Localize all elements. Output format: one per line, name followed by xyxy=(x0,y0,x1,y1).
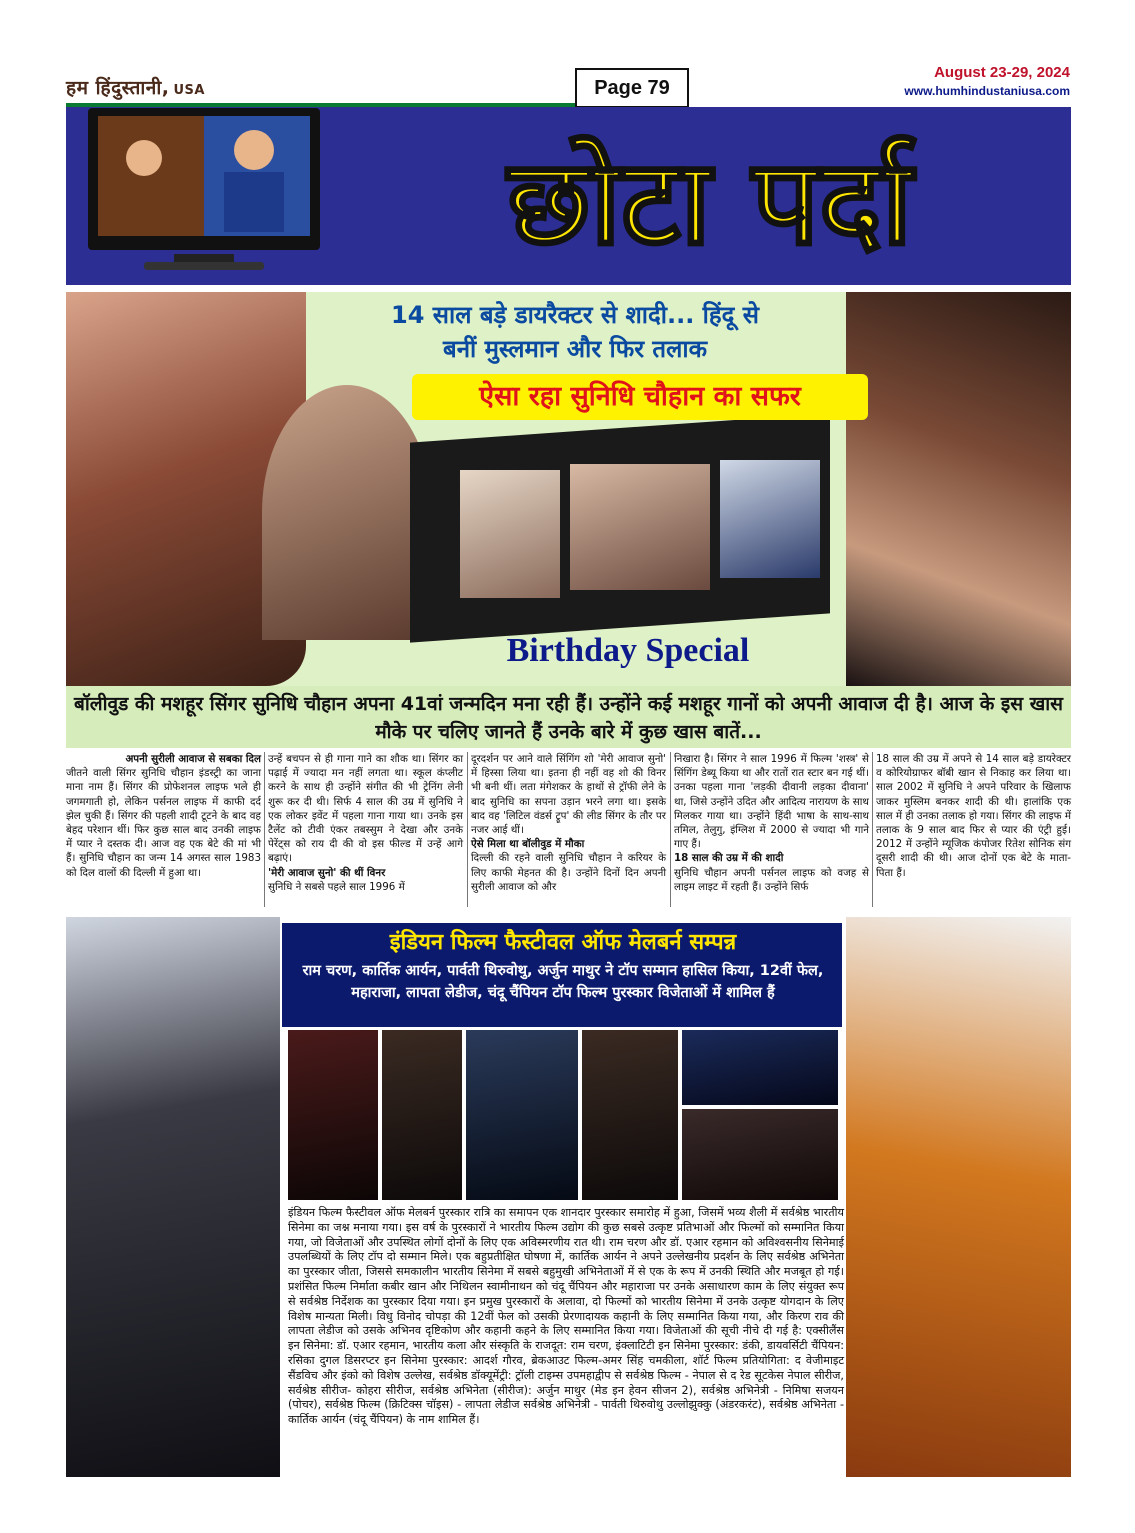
column-divider xyxy=(670,752,671,907)
festival-body: इंडियन फिल्म फैस्टीवल ऑफ मेलबर्न पुरस्कार रात्रि का समापन एक शानदार पुरस्कार समारोह में हुआ, जिसमें भव्य शैली में सर्वश्रेष्ठ भारतीय सिनेमा का जश्न मनाया गया। इस वर्ष के पुरस्कारों ने भारतीय फिल्म उद्योग की कुछ सबसे उत्कृष्ट प्रतिभाओं और फिल्मों को सम्मानित किया गया, जो विजेताओं और उपस्थित लोगों दोनों के लिए एक अविस्मरणीय रात थी। राम चरण और डॉ. एआर रहमान को अविश्वसनीय सिनेमाई उपलब्धियों के लिए टॉप दो सम्मान मिले। एक बहुप्रतीक्षित घोषणा में, कार्तिक आर्यन ने अपने उल्लेखनीय प्रदर्शन के लिए सर्वश्रेष्ठ अभिनेता का पुरस्कार जीता, जिससे समकालीन भारतीय सिनेमा में सबसे बहुमुखी अभिनेताओं में से एक के रूप में उनकी स्थिति और मजबूत हो गई। प्रशंसित फिल्म निर्माता कबीर खान और निथिलन स्वामीनाथन को चंदू चैंपियन और महाराजा पर उनके असाधारण काम के लिए संयुक्त रूप से सर्वश्रेष्ठ निर्देशक का पुरस्कार दिया गया। इन प्रमुख पुरस्कारों के अलावा, दो फिल्मों को भारतीय सिनेमा में उनके उत्कृष्ट योगदान के लिए विशेष मान्यता मिली। विधु विनोद चोपड़ा की 12वीं फेल को उसकी प्रेरणादायक कहानी के लिए सम्मानित किया गया, और किरण राव की लापता लेडीज को उसके अभिनव दृष्टिकोण और कहानी कहने के लिए सम्मानित किया गया। विजेताओं की सूची नीचे दी गई है: एक्सीलैंस इन सिनेमा: डॉ. एआर रहमान, भारतीय कला और संस्कृति के राजदूत: राम चरण, इंक्लाटिटी इन सिनेमा पुरस्कार: डंकी, डायवर्सिटी चैंपियन: रसिका दुगल डिसरप्टर इन सिनेमा पुरस्कार: आदर्श गौरव, ब्रेकआउट फिल्म-अमर सिंह चमकीला, शॉर्ट फिल्म प्रतियोगिता: द वेजीमाइट सैंडविच और इंको को विशेष उल्लेख, सर्वश्रेष्ठ डॉक्यूमेंट्री: ट्रॉली टाइम्स उपमहाद्वीप से सर्वश्रेष्ठ फिल्म - नेपाल से द रेड सूटकेस नेपाल सीरीज, सर्वश्रेष्ठ सीरीज- कोहरा सीरीज, सर्वश्रेष्ठ अभिनेता (सीरीज): अर्जुन माथुर (मेड इन हेवन सीजन 2), सर्वश्रेष्ठ अभिनेत्री - निमिषा सजयन (पोचर), सर्वश्रेष्ठ फिल्म (क्रिटिक्स चॉइस) - लापता लेडीज सर्वश्रेष्ठ अभिनेत्री - पार्वती थिरुवोथु उल्लोझुक्कु (अंडरकरंट), सर्वश्रेष्ठ अभिनेता - कार्तिक आर्यन (चंदू चैंपियन) के नाम शामिल हैं। xyxy=(288,1206,844,1427)
article-column-1: अपनी सुरीली आवाज से सबका दिल जीतने वाली सिंगर सुनिधि चौहान इंडस्ट्री का जाना माना नाम हैं। सिंगर की प्रोफेशनल लाइफ भले ही जगमगाती हो, लेकिन पर्सनल लाइफ में काफी दर्द झेल चुकी हैं। सिंगर की पहली शादी टूटने के बाद वह बेहद परेशान थीं। फिर कुछ साल बाद उनकी लाइफ में प्यार ने दस्तक दी। आज वह एक बेटे की मां भी हैं। सुनिधि चौहान का जन्म 14 अगस्त साल 1983 को दिल वालों की दिल्ली में हुआ था। xyxy=(66,753,261,879)
tv-icon xyxy=(84,106,324,274)
feature-headline: 14 साल बड़े डायरैक्टर से शादी... हिंदू से बनीं मुस्लमान और फिर तलाक xyxy=(391,301,759,363)
column-heading: ऐसे मिला था बॉलीवुड में मौका xyxy=(471,838,585,851)
event-photo xyxy=(288,1030,378,1200)
page-number: Page 79 xyxy=(575,68,689,108)
singer-portrait-right xyxy=(846,292,1071,686)
article-column-2: उन्हें बचपन से ही गाना गाने का शौक था। सिंगर का पढ़ाई में ज्यादा मन नहीं लगता था। स्कूल कंप्लीट करने के साथ ही उन्होंने संगीत की भी ट्रेनिंग लेनी शुरू कर दी थी। सिर्फ 4 साल की उम्र में सुनिधि ने एक लोकर इवेंट में पहला गाना गाया था। उनके इस टैलेंट को टीवी एंकर तबस्सुम ने देखा और उनके पेरेंट्स को राय दी की वो इस फील्ड में उन्हें आगे बढ़ाएं। 'मेरी आवाज सुनो' की थीं विनर सुनिधि ने सबसे पहले साल 1996 में xyxy=(268,753,463,893)
event-photo xyxy=(582,1030,678,1200)
column-heading: अपनी सुरीली आवाज से सबका दिल xyxy=(125,753,261,765)
gallery-photo-1 xyxy=(460,470,560,598)
article-column-5: 18 साल की उम्र में अपने से 14 साल बड़े डायरेक्टर व कोरियोग्राफर बॉबी खान से निकाह कर लिया था। साल 2002 में सुनिधि ने अपने परिवार के खिलाफ जाकर मुस्लिम बनकर शादी की थी। हालांकि एक साल में ही उनका तलाक हो गया। सिंगर की लाइफ में तलाक के 9 साल बाद फिर से प्यार की एंट्री हुई। 2012 में उन्होंने म्यूजिक कंपोजर रितेश सोनिक संग दूसरी शादी की थी। आज दोनों एक बेटे के माता-पिता हैं। xyxy=(876,753,1071,879)
event-photo xyxy=(466,1030,578,1200)
festival-photo-left xyxy=(66,917,280,1477)
feature-lede: बॉलीवुड की मशहूर सिंगर सुनिधि चौहान अपना 41वां जन्मदिन मना रही हैं। उन्होंने कई मशहूर गानों को अपनी आवाज दी है। आज के इस खास मौके पर चलिए जानते हैं उनके बारे में कुछ खास बातें... xyxy=(66,686,1071,748)
column-divider xyxy=(467,752,468,907)
feature-subhead: ऐसा रहा सुनिधि चौहान का सफर xyxy=(412,374,868,420)
festival-subtitle: राम चरण, कार्तिक आर्यन, पार्वती थिरुवोथु, अर्जुन माथुर ने टॉप सम्मान हासिल किया, 12वीं फेल, महाराजा, लापता लेडीज, चंदू चैंपियन टॉप फिल्म पुरस्कार विजेताओं में शामिल हैं xyxy=(302,963,824,1001)
event-photo xyxy=(382,1030,462,1200)
event-photo xyxy=(682,1109,838,1200)
article-column-4: निखारा है। सिंगर ने साल 1996 में फिल्म 'शस्त्र' से सिंगिंग डेब्यू किया था और रातों रात स्टार बन गई थीं। उनका पहला गाना 'लड़की दीवानी लड़का दीवाना' था, जिसे उन्होंने उदित और आदित्य नारायण के साथ मिलकर गाया था। उन्होंने हिंदी भाषा के साथ-साथ तमिल, तेलुगु, इंग्लिश में 2000 से ज्यादा भी गाने गाए हैं। 18 साल की उम्र में की शादी सुनिधि चौहान अपनी पर्सनल लाइफ को वजह से लाइम लाइट में रहती हैं। उन्होंने सिर्फ xyxy=(674,753,869,893)
wedding-photo xyxy=(262,385,432,640)
column-divider xyxy=(872,752,873,907)
publication-name: हम हिंदुस्तानी, USA xyxy=(66,77,205,99)
event-photo xyxy=(682,1030,838,1105)
birthday-tag: Birthday Special xyxy=(506,632,750,669)
festival-title: इंडियन फिल्म फैस्टीवल ऑफ मेलबर्न सम्पन्न xyxy=(389,930,737,955)
section-title: छोटा पर्दा xyxy=(507,133,913,271)
festival-photo-right xyxy=(846,917,1071,1477)
publication-suffix: USA xyxy=(173,83,205,98)
column-heading: 18 साल की उम्र में की शादी xyxy=(674,852,784,865)
website-link[interactable]: www.humhindustaniusa.com xyxy=(904,84,1070,98)
column-divider xyxy=(264,752,265,907)
issue-date: August 23-29, 2024 xyxy=(934,64,1070,81)
gallery-photo-2 xyxy=(570,464,710,590)
gallery-photo-3 xyxy=(720,460,820,578)
column-heading: 'मेरी आवाज सुनो' की थीं विनर xyxy=(268,866,386,879)
article-column-3: दूरदर्शन पर आने वाले सिंगिंग शो 'मेरी आवाज सुनो' में हिस्सा लिया था। इतना ही नहीं वह शो की विनर भी बनी थीं। लता मंगेशकर के हाथों से ट्रॉफी लेने के बाद सुनिधि का सपना उड़ान भरने लगा था। इसके बाद वह 'लिटिल वंडर्स ट्रूप' की लीड सिंगर के तौर पर नजर आई थीं। ऐसे मिला था बॉलीवुड में मौका दिल्ली की रहने वाली सुनिधि चौहान ने करियर के लिए काफी मेहनत की है। उन्होंने दिनों दिन अपनी सुरीली आवाज को और xyxy=(471,753,666,893)
